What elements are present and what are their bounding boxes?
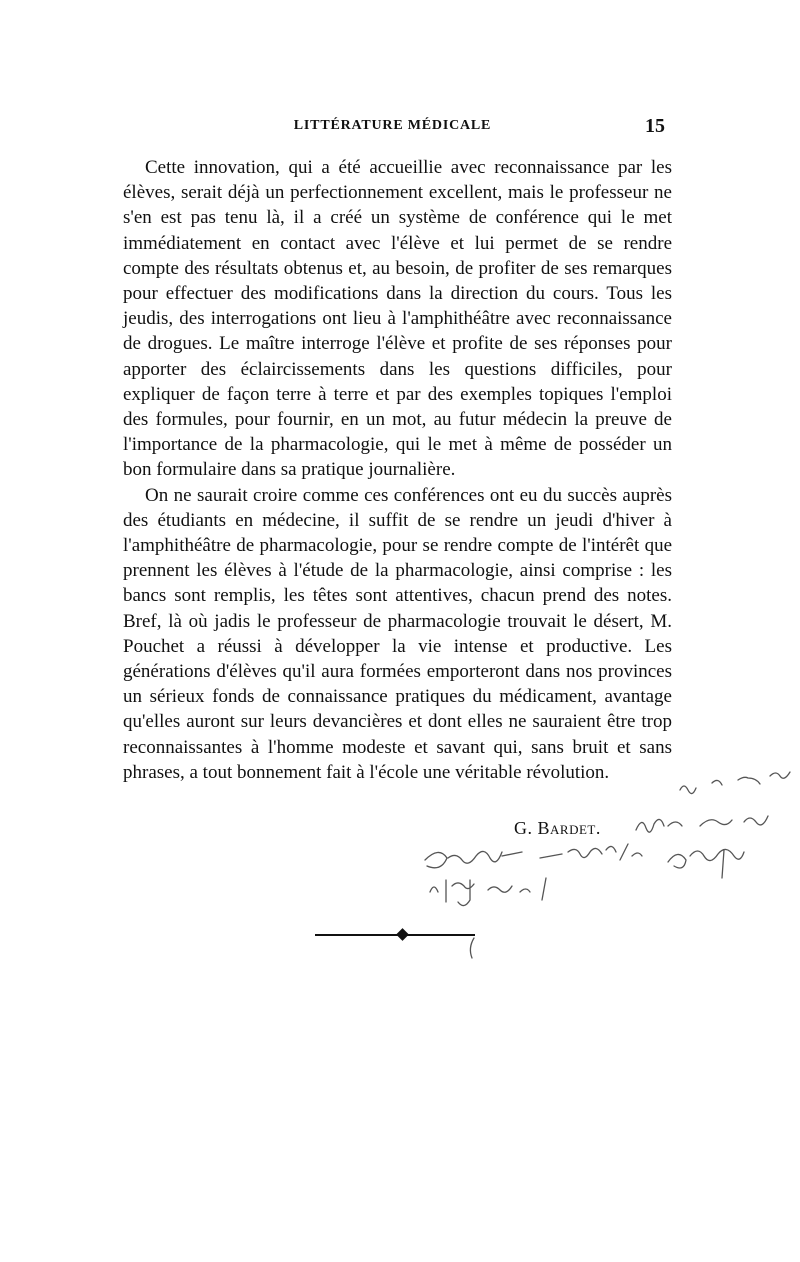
author-signature: G. Bardet. (514, 818, 601, 838)
divider-ornament (396, 928, 409, 941)
page-header (120, 115, 665, 142)
page-number: 15 (645, 115, 665, 137)
paragraph-1: Cette innovation, qui a été accueillie avec reconnaissance par les élèves, serait déjà un perfectionnement excellent, mais le professeur ne s'en est pas tenu là, il a créé un système de conférence qui le met immédiatement en contact avec l'élève et lui permet de se rendre compte des résultats obtenus et, au besoin, de profiter de ses remarques pour effectuer des modifications dans la direction du cours. Tous les jeudis, des interrogations ont lieu à l'amphithéâtre avec reconnaissance de drogues. Le maître interroge l'élève et profite de ses réponses pour apporter des éclaircissements dans les questions difficiles, pour expliquer de façon terre à terre et par des exemples topiques l'emploi des formules, pour fournir, en un mot, au futur médecin la preuve de l'importance de la pharmacologie, qui le met à même de posséder un bon formulaire dans sa pratique journalière. (123, 157, 672, 481)
article-body (123, 155, 672, 785)
running-title: LITTÉRATURE MÉDICALE (293, 118, 492, 133)
paragraph-2: On ne saurait croire comme ces conférences ont eu du succès auprès des étudiants en médecine, il suffit de se rendre un jeudi d'hiver à l'amphithéâtre de pharmacologie, pour se rendre compte de l'intérêt que prennent les élèves à l'étude de la pharmacologie, ainsi comprise : les bancs sont remplis, les têtes sont attentives, chacun prend des notes. Bref, là où jadis le professeur de pharmacologie trouvait le désert, M. Pouchet a réussi à développer la vie intense et productive. Les générations d'élèves qu'il aura formées emporteront dans nos provinces un sérieux fonds de connaissance pratiques du médicament, avantage qu'elles auront sur leurs devancières et dont elles ne sauraient être trop reconnaissantes à l'homme modeste et savant qui, sans bruit et sans phrases, a tout bonnement fait à l'école une véritable révolution. (123, 484, 672, 783)
